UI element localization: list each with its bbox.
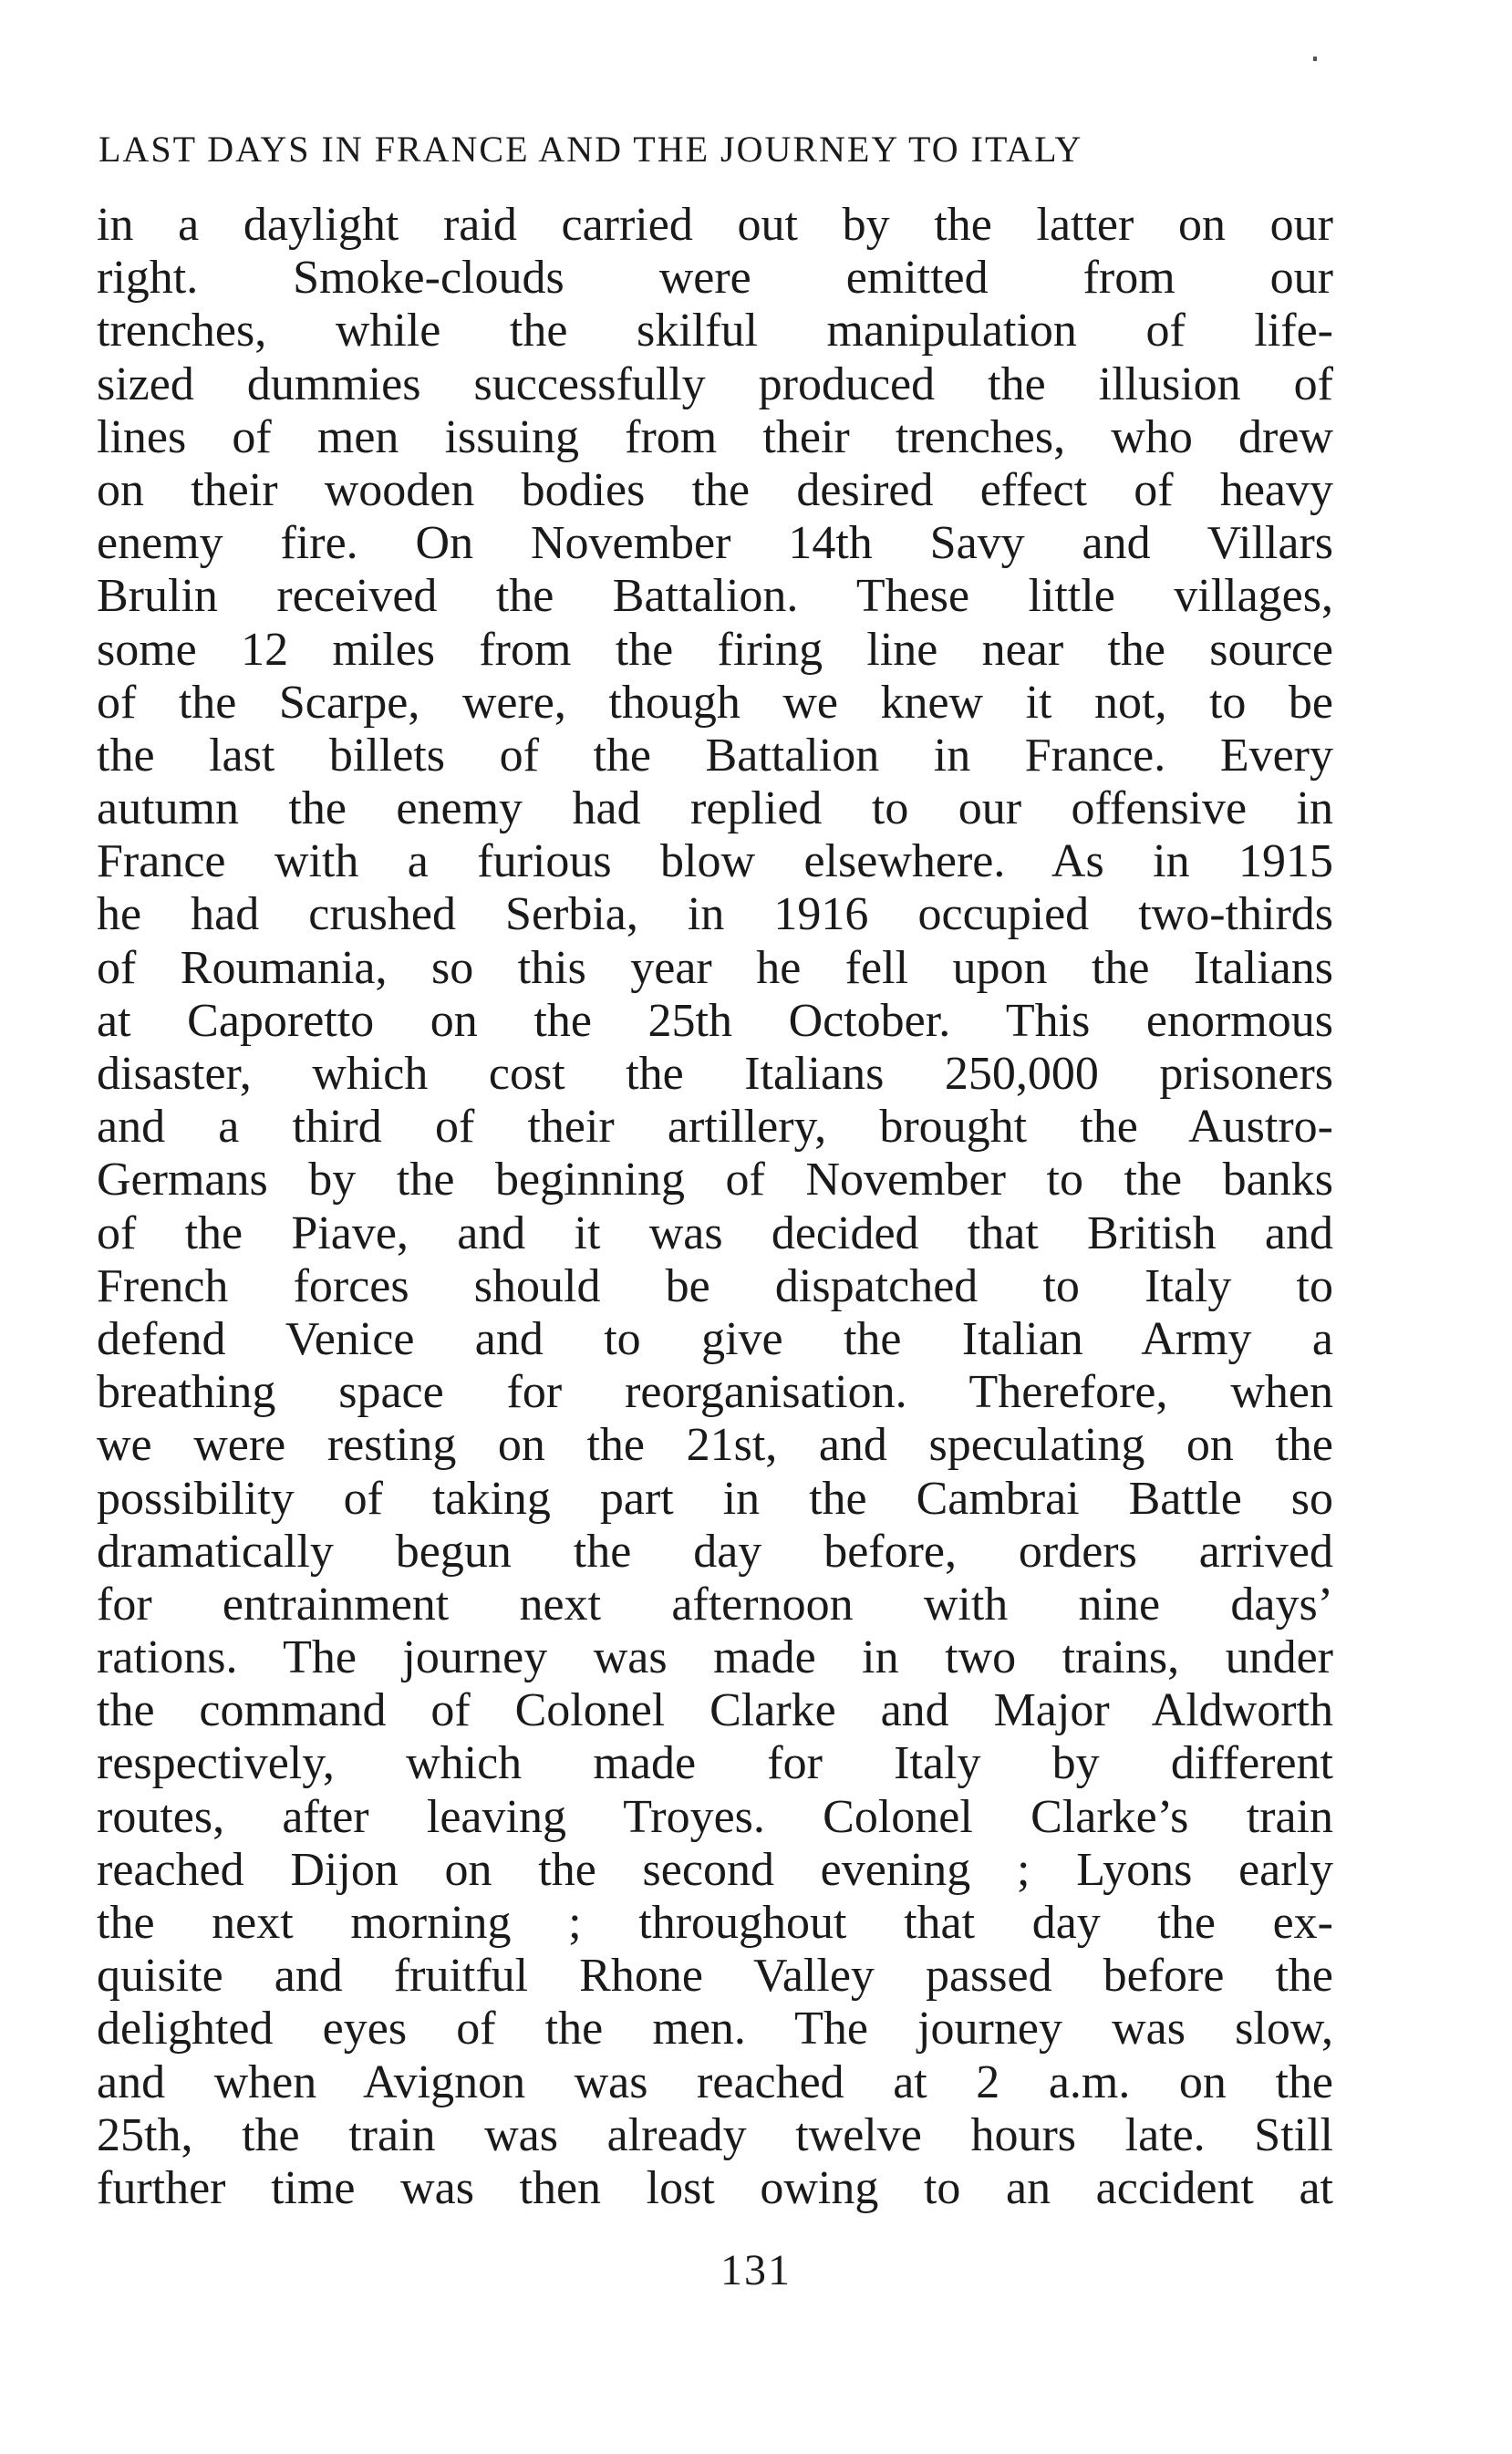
text-line: 25th, the train was already twelve hours late. Still <box>97 2108 1333 2161</box>
text-line: French forces should be dispatched to Italy to <box>97 1259 1333 1312</box>
page-number: 131 <box>720 2246 792 2294</box>
text-line: dramatically begun the day before, orders arrived <box>97 1525 1333 1578</box>
running-head: LAST DAYS IN FRANCE AND THE JOURNEY TO ITALY <box>98 129 1083 170</box>
text-line: routes, after leaving Troyes. Colonel Clarke’s train <box>97 1790 1333 1843</box>
text-line: defend Venice and to give the Italian Army a <box>97 1312 1333 1365</box>
text-line: enemy fire. On November 14th Savy and Villars <box>97 517 1333 570</box>
text-line: of Roumania, so this year he fell upon the Italians <box>97 941 1333 994</box>
text-line: and a third of their artillery, brought the Austro- <box>97 1101 1333 1154</box>
text-line: trenches, while the skilful manipulation of life- <box>97 305 1333 357</box>
text-line: France with a furious blow elsewhere. As in 1915 <box>97 835 1333 888</box>
text-line: of the Piave, and it was decided that British and <box>97 1206 1333 1259</box>
text-line: Brulin received the Battalion. These little villages, <box>97 570 1333 623</box>
text-line: in a daylight raid carried out by the latter on our <box>97 199 1333 251</box>
text-line: the command of Colonel Clarke and Major Aldworth <box>97 1684 1333 1737</box>
text-line: some 12 miles from the firing line near the source <box>97 623 1333 676</box>
text-line: on their wooden bodies the desired effect of heavy <box>97 463 1333 516</box>
text-line: right. Smoke-clouds were emitted from our <box>97 252 1333 305</box>
text-line: Germans by the beginning of November to the banks <box>97 1154 1333 1206</box>
text-line: autumn the enemy had replied to our offensive in <box>97 782 1333 835</box>
text-line: sized dummies successfully produced the illusion of <box>97 357 1333 410</box>
text-line: reached Dijon on the second evening ; Lyons early <box>97 1843 1333 1896</box>
text-line: delighted eyes of the men. The journey was slow, <box>97 2003 1333 2055</box>
text-line: further time was then lost owing to an accident at <box>97 2161 1333 2214</box>
text-line: we were resting on the 21st, and speculating on the <box>97 1419 1333 1472</box>
print-speck <box>1313 57 1317 61</box>
text-line: the next morning ; throughout that day the ex- <box>97 1897 1333 1949</box>
text-line: respectively, which made for Italy by different <box>97 1737 1333 1790</box>
text-line: disaster, which cost the Italians 250,000 prisoners <box>97 1048 1333 1100</box>
text-line: the last billets of the Battalion in France. Every <box>97 729 1333 782</box>
text-line: lines of men issuing from their trenches, who drew <box>97 410 1333 463</box>
text-line: at Caporetto on the 25th October. This enormous <box>97 994 1333 1047</box>
text-line: and when Avignon was reached at 2 a.m. on the <box>97 2055 1333 2108</box>
text-line: quisite and fruitful Rhone Valley passed before the <box>97 1950 1333 2003</box>
body-text <box>97 199 1333 2215</box>
text-line: breathing space for reorganisation. Therefore, when <box>97 1366 1333 1419</box>
text-line: rations. The journey was made in two trains, under <box>97 1631 1333 1684</box>
text-line: for entrainment next afternoon with nine days’ <box>97 1578 1333 1631</box>
text-line: he had crushed Serbia, in 1916 occupied two-thirds <box>97 888 1333 941</box>
text-line: of the Scarpe, were, though we knew it not, to be <box>97 676 1333 729</box>
text-line: possibility of taking part in the Cambrai Battle so <box>97 1472 1333 1525</box>
